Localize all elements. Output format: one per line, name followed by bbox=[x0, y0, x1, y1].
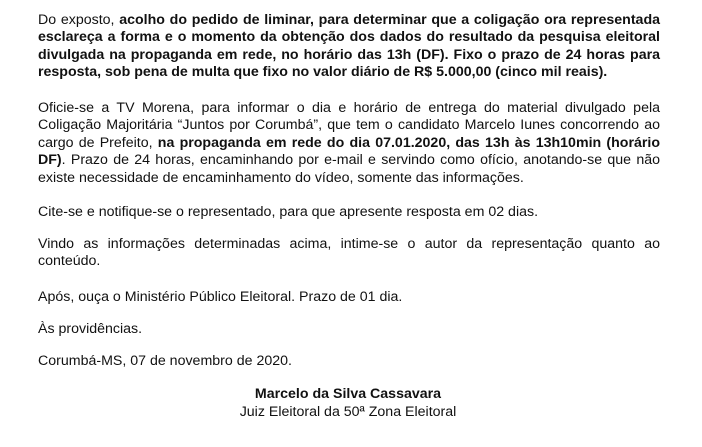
paragraph-oficie bbox=[38, 100, 660, 187]
paragraph-decision bbox=[38, 12, 660, 82]
paragraph-oficie-bold: na propaganda em rede do dia 07.01.2020, das 13h às 13h10min (horário DF) bbox=[38, 134, 660, 169]
paragraph-decision-intro: Do exposto, bbox=[38, 12, 120, 28]
paragraph-oficie-rest: . Prazo de 24 horas, encaminhando por e-mail e servindo como ofício, anotando-se que não existe necessidade de encaminhamento do vídeo, somente das informações. bbox=[38, 152, 660, 186]
paragraph-decision-bold: acolho do pedido de liminar, para determinar que a coligação ora representada esclareça a forma e o momento da obtenção dos dados do resultado da pesquisa eleitoral divulgada na propaganda em rede, no horário das 13h (DF). Fixo o prazo de 24 horas para resposta, sob pena de multa que fixo no valor diário de R$ 5.000,00 (cinco mil reais). bbox=[38, 12, 660, 81]
paragraph-providencias: Às providências. bbox=[38, 321, 143, 337]
paragraph-intime: Vindo as informações determinadas acima, intime-se o autor da representação quanto ao conteúdo. bbox=[38, 236, 660, 270]
paragraph-date: Corumbá-MS, 07 de novembro de 2020. bbox=[38, 353, 292, 369]
paragraph-oficie-intro: Oficie-se a TV Morena, para informar o dia e horário de entrega do material divulgado pela Coligação Majoritária “Juntos por Corumbá”, que tem o candidato Marcelo Iunes concorrendo ao cargo de Prefeito, bbox=[38, 100, 660, 151]
signature-role: Juiz Eleitoral da 50ª Zona Eleitoral bbox=[239, 404, 457, 420]
signature-name: Marcelo da Silva Cassavara bbox=[254, 386, 442, 402]
paragraph-cite: Cite-se e notifique-se o representado, para que apresente resposta em 02 dias. bbox=[38, 204, 539, 220]
paragraph-mpe: Após, ouça o Ministério Público Eleitoral. Prazo de 01 dia. bbox=[38, 289, 403, 305]
